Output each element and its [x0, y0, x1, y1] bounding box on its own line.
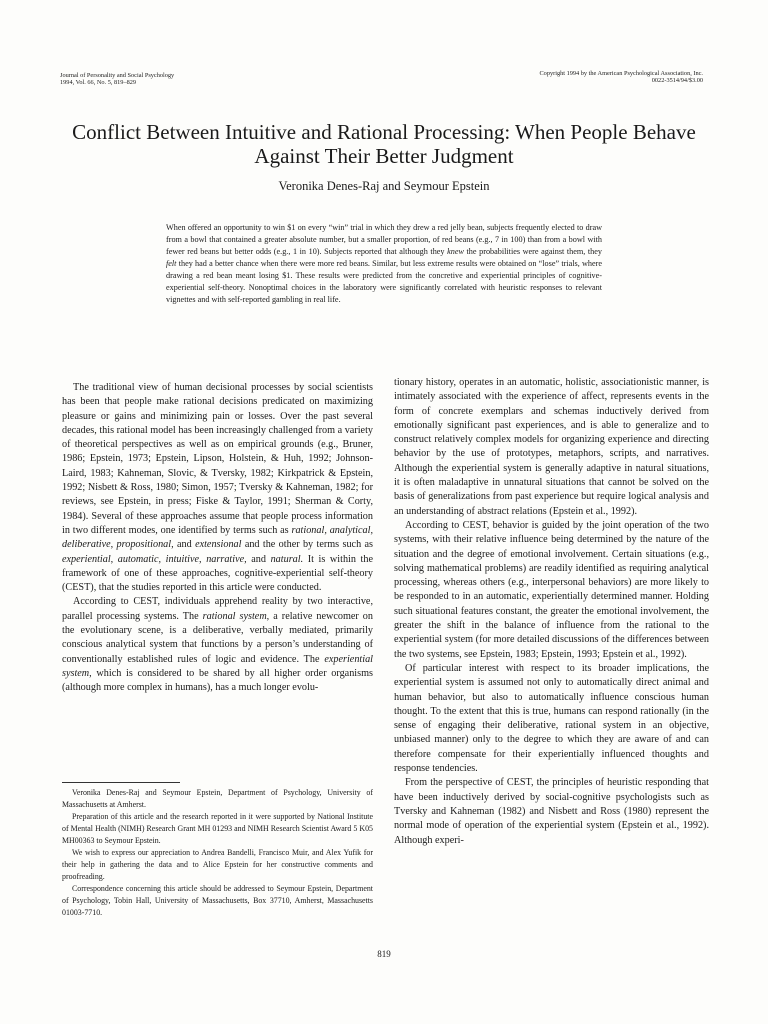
body-paragraph: tionary history, operates in an automatic, holistic, associationistic manner, is intimately associated with the experience of affect, represents events in the form of concrete exemplars and schemas inductively derived from emotionally significant past experiences, and is able to generalize and to construct relatively complex models for organizing experience and directing behavior by the use of prototypes, metaphors, scripts, and narratives. Although the experiential system is generally adaptive in natural situations, it is often maladaptive in unnatural situations that cannot be solved on the basis of generalizations from past experience but require logical analysis and an understanding of abstract relations (Epstein et al., 1992).: [394, 377, 709, 517]
issn-code: 0022-3514/94/$3.00: [651, 77, 703, 85]
body-emphasis: extensional: [195, 539, 242, 551]
journal-volume: 1994, Vol. 66, No. 5, 819–829: [60, 79, 137, 87]
copyright-notice: [440, 70, 703, 85]
abstract-text-2: the probabilities were against them, they: [463, 247, 602, 256]
body-text: According to CEST, individuals apprehend reality by two interactive, parallel processing systems. The: [62, 596, 373, 622]
body-column-right: [394, 376, 709, 848]
body-text: The traditional view of human decisional processes by social scientists has been that people make rational decisions predicated on maximizing pleasure or gains and minimizing pain or losses. Over the past several decades, this rational model has been increasingly challenged from a variety of theoretical perspectives as well as on empirical grounds (e.g., Bruner, 1986; Epstein, 1973; Epstein, Lipson, Holstein, & Huh, 1992; Johnson-Laird, 1983; Kahneman, Slovic, & Tversky, 1982; Kirkpatrick & Epstein, 1992; Nisbett & Ross, 1980; Simon, 1957; Tversky & Kahneman, 1982; for reviews, see Epstein, in press; Fiske & Taylor, 1991; Sherman & Corty, 1984). Several of these approaches assume that people process information in two different modes, one identified by terms such as: [62, 382, 373, 536]
article-title: [30, 120, 738, 168]
footnote-correspondence: Correspondence concerning this article should be addressed to Seymour Epstein, Department of Psychology, Tobin Hall, University of Massachusetts, Box 37710, Amherst, Massachusetts 01003-7710.: [62, 884, 373, 917]
body-paragraph: [62, 381, 373, 595]
journal-citation: [60, 72, 320, 87]
body-text: and the other by terms such as: [241, 539, 373, 551]
body-emphasis: rational system,: [202, 610, 270, 622]
body-paragraph: Of particular interest with respect to its broader implications, the experiential system is assumed not only to automatically direct animal and human behavior, but also to automatically influence conscious human thought. To the extent that this is true, humans can respond rationally (in the sense of engaging their deliberative, rational system in an objective, unbiased manner) only to the degree to which they are aware of and can therefore compensate for their experientially influenced thoughts and response tendencies.: [394, 662, 709, 775]
body-text: and: [173, 539, 196, 551]
body-text: a relative newcomer on the evolutionary scene, is a deliberative, verbally mediated, primarily conscious analytical system that functions by a person’s understanding of conventionally established rules of logic and evidence. The: [62, 610, 373, 665]
author-list: Veronika Denes-Raj and Seymour Epstein: [278, 179, 490, 193]
body-paragraph: [62, 595, 373, 695]
body-emphasis: natural.: [270, 553, 304, 565]
body-paragraph: According to CEST, behavior is guided by the joint operation of the two systems, with their relative influence being determined by the nature of the situation and the degree of emotional involvement. Certain situations (e.g., solving mathematical problems) are readily identified as requiring analytical processing, whereas others (e.g., interpersonal behaviors) are more likely to be responded to in an automatic, experientially determined manner. Holding such situational features constant, the greater the emotional involvement, the greater the shift in the balance of influence from the rational to the experiential system (for more detailed discussions of the differences between the two systems, see Epstein, 1983; Epstein, 1993; Epstein et al., 1992).: [394, 519, 709, 660]
abstract-emphasis-felt: felt: [166, 259, 177, 268]
footnote-affiliation: Veronika Denes-Raj and Seymour Epstein, Department of Psychology, University of Massachusetts at Amherst.: [62, 788, 373, 809]
abstract: [166, 222, 602, 306]
body-text: which is considered to be shared by all higher order organisms (although more complex in humans), has a much longer evolu-: [62, 667, 373, 694]
body-emphasis: experiential, automatic, intuitive, narrative,: [62, 553, 247, 565]
body-text: and: [246, 553, 271, 565]
page-number: 819: [377, 949, 391, 959]
body-emphasis: experiential system,: [62, 653, 373, 679]
abstract-emphasis-knew: knew: [447, 247, 464, 256]
body-emphasis: rational, analytical, deliberative, propositional,: [62, 524, 373, 551]
body-column-left: [62, 381, 373, 696]
abstract-text-3: they had a better chance when there were more red beans. Similar, but less extreme results were obtained on “lose” trials, where drawing a red bean meant losing $1. These results were predicted from the concretive and experiential principles of cognitive-experiential self-theory. Nonoptimal choices in the laboratory were significantly correlated with heuristic responses to relevant vignettes and with self-reported gambling in real life.: [166, 259, 602, 304]
body-text: It is within the framework of one of these approaches, cognitive-experiential self-theory (CEST), that the studies reported in this article were conducted.: [62, 553, 374, 594]
copyright-line: Copyright 1994 by the American Psychological Association, Inc.: [539, 70, 703, 77]
body-paragraph: From the perspective of CEST, the principles of heuristic responding that have been inductively derived by social-cognitive psychologists such as Tversky and Kahneman (1982) and Nisbett and Ross (1980) represent the normal mode of operation of the experiential system (Epstein et al., 1992). Although experi-: [394, 777, 709, 846]
title-line-2: Against Their Better Judgment: [254, 144, 514, 168]
footnote-divider: [62, 782, 180, 783]
journal-name: Journal of Personality and Social Psychology: [60, 72, 175, 79]
abstract-text-1: When offered an opportunity to win $1 on every “win” trial in which they drew a red jelly bean, subjects frequently elected to draw from a bowl that contained a greater absolute number, but a smaller proportion, of red beans (e.g., 7 in 100) than from a bowl with fewer red beans but better odds (e.g., 1 in 10). Subjects reported that although they: [166, 223, 602, 256]
footnote-acknowledgments: We wish to express our appreciation to Andrea Bandelli, Francisco Muir, and Alex Yufik for their help in gathering the data and to Alice Epstein for her constructive comments and proofreading.: [62, 848, 373, 881]
footnotes: [62, 787, 373, 919]
title-line-1: Conflict Between Intuitive and Rational Processing: When People Behave: [72, 120, 696, 144]
footnote-funding: Preparation of this article and the research reported in it were supported by National Institute of Mental Health (NIMH) Research Grant MH 01293 and NIMH Research Scientist Award 5 K05 MH00363 to Seymour Epstein.: [62, 812, 373, 845]
